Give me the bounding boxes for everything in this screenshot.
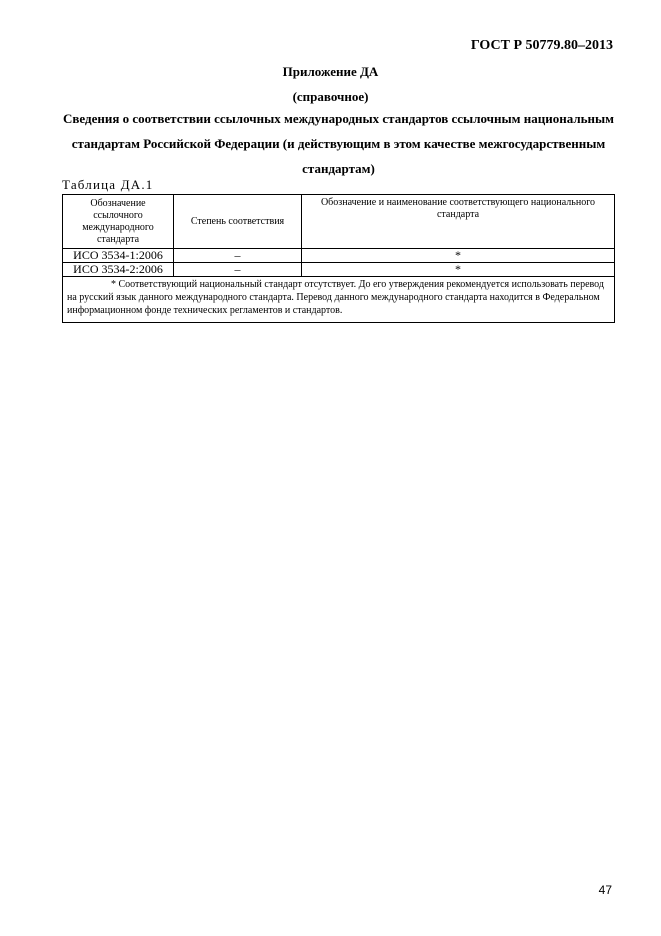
- table-row: [63, 249, 615, 263]
- cell-degree-of-conformity: –: [174, 249, 302, 263]
- standard-code: ГОСТ Р 50779.80–2013: [470, 38, 613, 53]
- table-footnote-row: [63, 277, 615, 323]
- cell-degree-of-conformity: –: [174, 263, 302, 277]
- reference-table: [62, 194, 615, 323]
- cell-national-standard: *: [302, 263, 615, 277]
- table-header-row: [63, 195, 615, 249]
- appendix-heading: Сведения о соответствии ссылочных международных стандартов ссылочным национальным стандартам Российской Федерации (и действующим в этом качестве межгосударственным стандартам): [63, 111, 614, 176]
- cell-reference-standard: ИСО 3534-1:2006: [63, 249, 174, 263]
- header-national-standard: Обозначение и наименование соответствующего национального стандарта: [302, 195, 615, 249]
- appendix-type: (справочное): [292, 89, 369, 104]
- table-caption: Таблица ДА.1: [62, 177, 154, 192]
- table-row: [63, 263, 615, 277]
- cell-reference-standard: ИСО 3534-2:2006: [63, 263, 174, 277]
- header-degree-of-conformity: Степень соответствия: [174, 195, 302, 249]
- appendix-title: Приложение ДА: [282, 64, 379, 79]
- cell-national-standard: *: [302, 249, 615, 263]
- header-reference-standard: Обозначение ссылочного международного стандарта: [63, 195, 174, 249]
- table-footnote: * Соответствующий национальный стандарт отсутствует. До его утверждения рекомендуется использовать перевод на русский язык данного международного стандарта. Перевод данного международного стандарта находится в Федеральном информационном фонде технических регламентов и стандартов.: [63, 277, 615, 323]
- page-number: 47: [598, 883, 612, 897]
